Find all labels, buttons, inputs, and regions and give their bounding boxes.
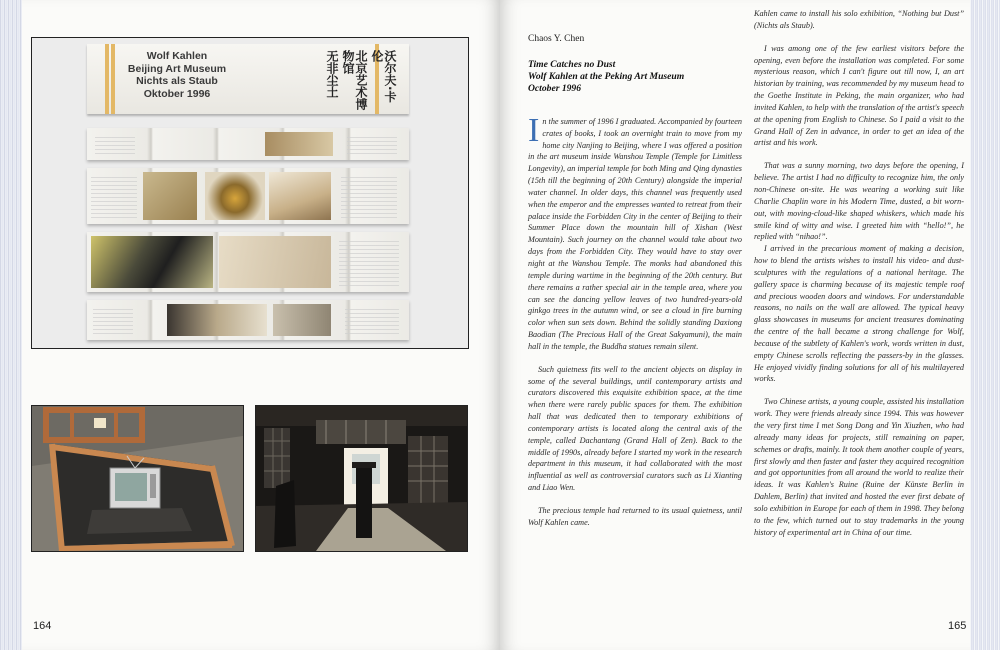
temple-hall-illustration (256, 406, 467, 551)
fold-image (273, 304, 331, 336)
tv-on-bed-photo (31, 405, 244, 552)
book-page-edges-left (0, 0, 22, 650)
book-page-edges-right (970, 0, 1000, 650)
title-line: Time Catches no Dust (528, 58, 616, 70)
article-column-2 (754, 8, 964, 538)
article-paragraph: Two Chinese artists, a young couple, assisted his installation work. They were friends already since 1994. This was however the very first time I met Song Dong and Yin Xiuzhen, who had already many ideas for projects, still remaining on paper, schemes or drafts, mainly. It took them another couple of years, first slowly and then faster and faster they acquired recognition and got opportunities from all around the world to realize their ideas. It was Kahlen's Ruine (Ruine der Künste Berlin in Dahlem, Berlin) that invited and hosted the ever first debate of solo exhibition in Europe for each of them in 1998. They belong to the few, which turned out to stay trademarks in the young history of experimental art in China of our time. (754, 397, 964, 537)
right-page-number: 165 (948, 620, 967, 632)
cover-line: Beijing Art Museum (127, 62, 227, 75)
article-column-1 (528, 34, 742, 529)
article-paragraph: I was among one of the few earliest visitors before the opening, even before the installation was completed. For some mysterious reason, which I can't figure out till now, I, an art historian by training, was recommended by my museum head to the Goethe Institute in Peking, the main organizer, who had invited Kahlen, to help with the translation of the artist's speech at the opening from English to Chinese. So I paid a visit to the Grand Hall of Zen in advance, in order to get an idea of the artist and his work. (754, 43, 964, 148)
printed-text-block (95, 134, 135, 154)
fold-strip (87, 128, 409, 160)
fold-strip (87, 300, 409, 340)
printed-text-block (347, 134, 397, 154)
printed-text-block (91, 174, 137, 218)
title-line: Wolf Kahlen at the Peking Art Museum (528, 70, 685, 82)
cover-cjk-column: 北京艺术博物馆 (341, 50, 368, 110)
article-paragraph: I arrived in the precarious moment of making a decision, how to blend the artists wishes to install his video- and dust-sculptures with the regulations of a national heritage. The gallery space is charming because of its majestic temple roof and precious wooden doors and windows. For understandable reasons, no nails on the wall are allowed. The typical heavy glass showcases in museums for ancient treasures dominating the centre of the hall became a strong challenge for Wolf, because of the subtlety of Kahlen's work, words written in dust, empty Chinese scrolls reflecting the passers-by in the glasses. He enjoyed vividly finding solutions for all of his multilayered works. (754, 244, 964, 384)
cover-line: Wolf Kahlen (146, 50, 208, 62)
title-line: October 1996 (528, 82, 582, 94)
temple-hall-photo (255, 405, 468, 552)
left-page (22, 0, 500, 650)
article-paragraph: The precious temple had returned to its usual quietness, until Wolf Kahlen came. (528, 506, 742, 527)
folded-book-photo (31, 37, 469, 349)
article-author: Chaos Y. Chen (528, 34, 585, 44)
fold-image (219, 236, 331, 288)
fold-image (143, 172, 197, 220)
article-paragraph: That was a sunny morning, two days before the opening, I believe. The artist I had no difficulty to recognize him, the only non-Chinese on-site. He was wearing a working suit like Charlie Chaplin wore in his Modern Time, dusted, a bit worn-out, with moving-cloud-like shaped whiskers, which made his smile kind of witty and wise. I greeted him with “hello!”, he replied with “nihao!”. (754, 161, 964, 242)
paragraph-text: n the summer of 1996 I graduated. Accompanied by fourteen crates of books, I took an overnight train to move from my home city Nanjing to Beijing, where I was offered a position in the art museum inside Wanshou Temple (Temple for Limitless Longevity), an imperial temple for both Ming and Qing dynasties (15th till the beginning of 20th Century) alongside the imperial water channel. In older days, this channel was frequently used when the emperor and the empresses wanted to retreat from their palace inside the Forbidden City in the center of Beijing to their Summer Place down the mountain hill of Xishan (West Mountain). Such journey on the channel would take about two days from the Forbidden City. They would have to stay over night at the Wanshou Temple. The monks had abandoned this temple during wartime in the beginning of the 20th century. But there remains a rather special air in the temple area, where you can see the dancing yellow leaves of two hundred-years-old ginkgo trees in the autumn wind, or see a cloud in fire burning color when sun sets down. Behind the solidly standing Daxiong Baodian (The Precious Hall of the Great Sakyamuni), the main hall in the temple, the Buddha statues remain silent. (528, 116, 742, 351)
cover-chinese-label (284, 50, 396, 110)
drop-cap: I (528, 111, 540, 149)
cover-cjk-column: 无非尘土 (325, 50, 339, 98)
cover-cjk-column: 沃尔夫·卡伦 (370, 50, 397, 103)
article-paragraph (528, 111, 742, 353)
fold-strip (87, 232, 409, 292)
printed-text-block (339, 238, 399, 286)
right-page (500, 0, 970, 650)
fold-image (167, 304, 267, 336)
folded-book-cover (87, 44, 409, 114)
cover-line: Nichts als Staub (136, 75, 218, 87)
cover-latin-label (87, 50, 267, 100)
article-title (528, 59, 742, 95)
fold-image (265, 132, 333, 156)
fold-image (205, 172, 265, 220)
printed-text-block (341, 174, 397, 218)
printed-text-block (345, 306, 399, 334)
tv-on-bed-illustration (32, 406, 243, 551)
printed-text-block (93, 306, 133, 334)
article-paragraph: Kahlen came to install his solo exhibition, “Nothing but Dust” (Nichts als Staub). (754, 9, 964, 30)
left-page-number: 164 (33, 620, 52, 632)
article-paragraph: Such quietness fits well to the ancient objects on display in some of the several buildings, until contemporary artists and curators discovered this exquisite exhibition space, at the time when there were rarely public spaces for them. The exhibition hall that was dedicated then to temporary exhibitions of contemporary artists is located along the central axis of the temple, called Dachantang (Grand Hall of Zen). Back to the middle of 1990s, already before I started my work in the research department in this museum, it had collaborated with the most influential as well as controversial curators such as Li Xianting and Liao Wen. (528, 364, 742, 493)
cover-line: Oktober 1996 (143, 87, 211, 100)
fold-image (269, 172, 331, 220)
fold-strip (87, 168, 409, 224)
fold-image (91, 236, 213, 288)
